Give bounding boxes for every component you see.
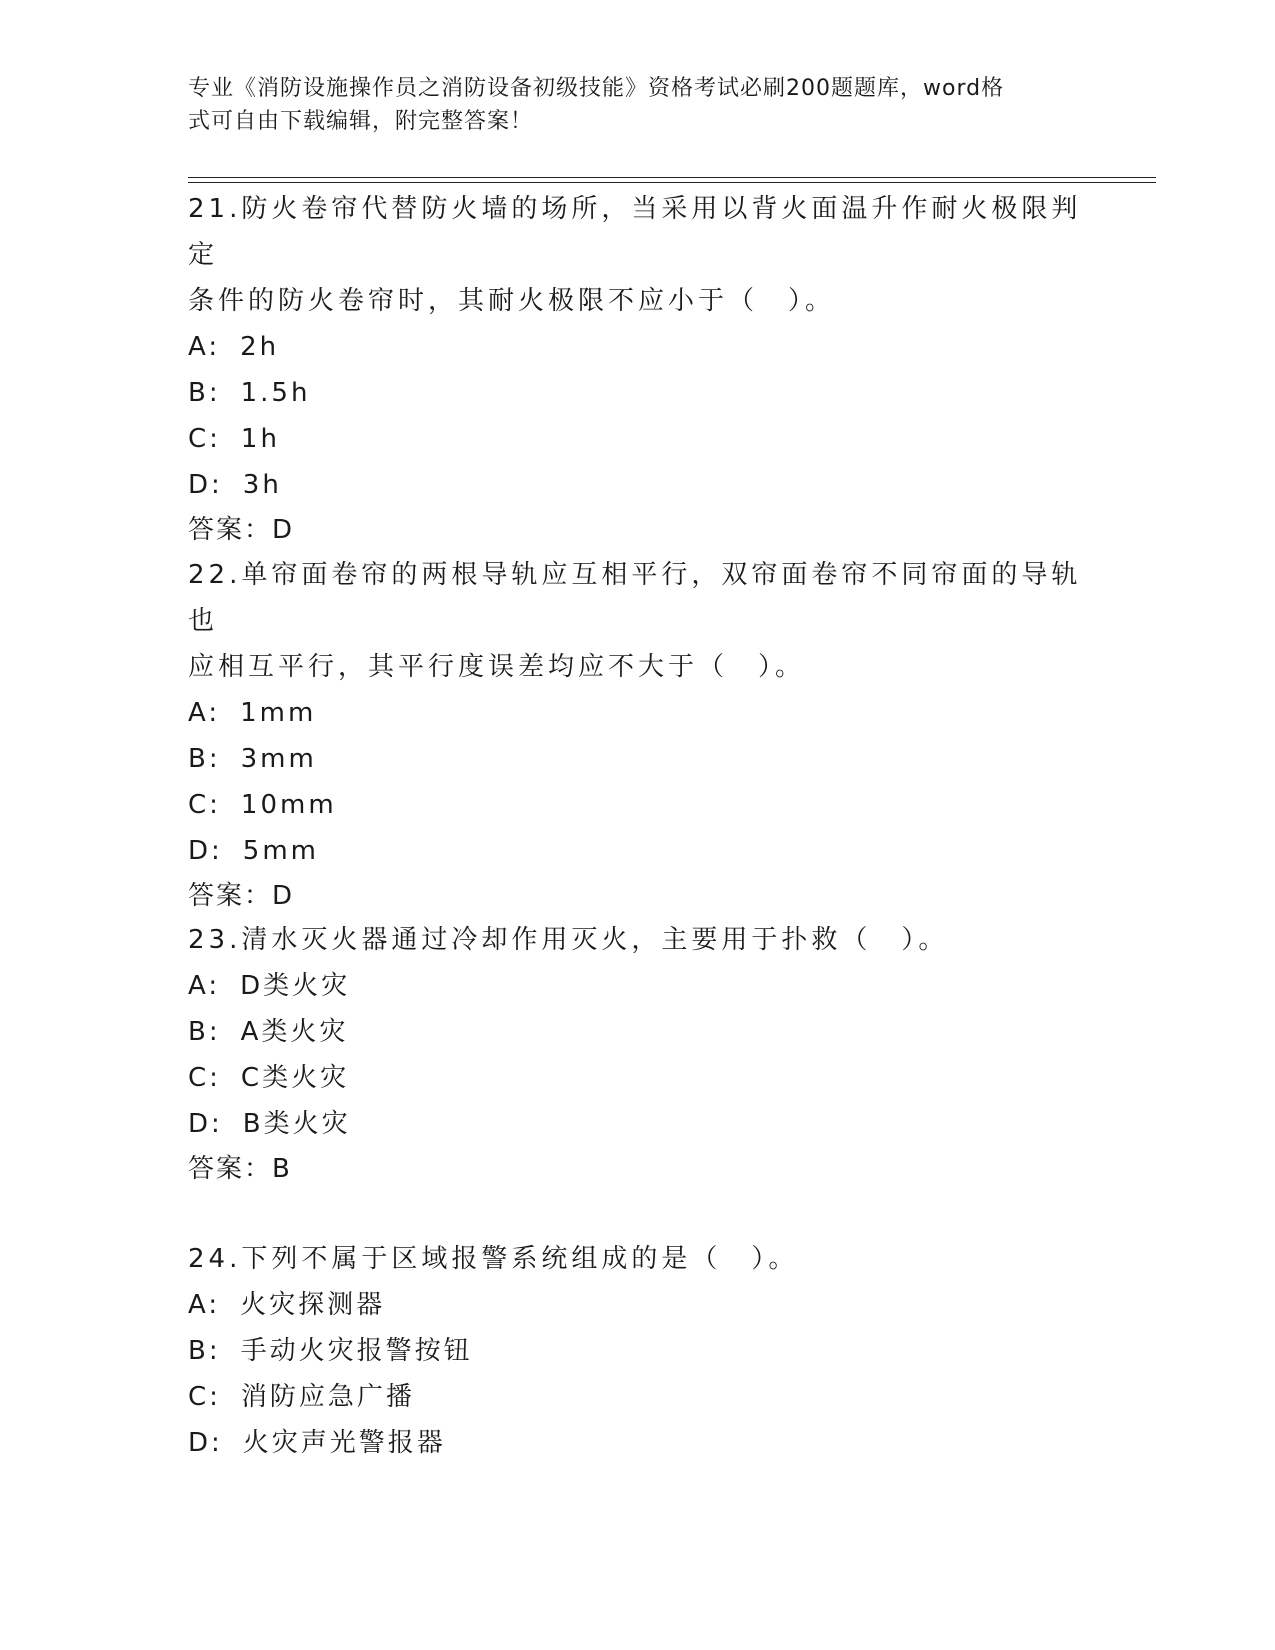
answer-label: 答案： [188, 515, 273, 545]
option-label: B: [188, 1336, 221, 1366]
question-stem: 防火卷帘代替防火墙的场所，当采用以背火面温升作耐火极限判定 [188, 194, 1082, 270]
option-label: B: [188, 1017, 221, 1047]
option-text: A类火灾 [240, 1017, 349, 1047]
option-label: A: [188, 1290, 221, 1320]
answer-line [188, 874, 1088, 918]
answer-value: D [272, 515, 295, 545]
option-label: D: [188, 470, 223, 500]
option-b [188, 370, 1088, 416]
option-c [188, 416, 1088, 462]
option-a [188, 963, 1088, 1009]
question-text-line: 条件的防火卷帘时，其耐火极限不应小于（ ）。 [188, 286, 836, 316]
option-text: 10mm [240, 790, 337, 820]
question-stem: 下列不属于区域报警系统组成的是（ ）。 [241, 1244, 799, 1274]
option-a [188, 324, 1088, 370]
document-header [188, 72, 1078, 138]
option-a [188, 690, 1088, 736]
header-line-1: 专业《消防设施操作员之消防设备初级技能》资格考试必刷200题题库，word格 [188, 76, 1005, 101]
question-stem: 清水灭火器通过冷却作用灭火，主要用于扑救（ ）。 [241, 925, 949, 955]
answer-label: 答案： [188, 1154, 273, 1184]
question-number: 24. [188, 1244, 242, 1274]
question-24 [188, 1236, 1088, 1466]
option-text: 手动火灾报警按钮 [240, 1336, 473, 1366]
option-label: A: [188, 698, 221, 728]
question-stem: 单帘面卷帘的两根导轨应互相平行，双帘面卷帘不同帘面的导轨也 [188, 560, 1082, 636]
option-label: C: [188, 790, 221, 820]
option-text: 5mm [242, 836, 319, 866]
option-text: 3h [242, 470, 282, 500]
option-b [188, 1009, 1088, 1055]
option-text: B类火灾 [242, 1109, 351, 1139]
question-text-line: 应相互平行，其平行度误差均应不大于（ ）。 [188, 652, 806, 682]
option-label: C: [188, 1063, 221, 1093]
option-d [188, 1420, 1088, 1466]
option-d [188, 828, 1088, 874]
option-text: 火灾声光警报器 [242, 1428, 446, 1458]
question-22 [188, 552, 1088, 918]
option-text: 火灾探测器 [240, 1290, 386, 1320]
question-text-line [188, 552, 1088, 644]
option-a [188, 1282, 1088, 1328]
option-c [188, 1374, 1088, 1420]
option-label: B: [188, 378, 221, 408]
option-d [188, 1101, 1088, 1147]
question-number: 21. [188, 194, 242, 224]
option-c [188, 782, 1088, 828]
option-text: D类火灾 [240, 971, 351, 1001]
question-number: 23. [188, 925, 242, 955]
option-d [188, 462, 1088, 508]
option-text: 2h [240, 332, 280, 362]
option-text: 3mm [240, 744, 317, 774]
option-label: D: [188, 1109, 223, 1139]
option-label: D: [188, 1428, 223, 1458]
option-text: 1.5h [240, 378, 311, 408]
option-label: B: [188, 744, 221, 774]
header-line-2: 式可自由下载编辑，附完整答案！ [188, 109, 534, 134]
answer-label: 答案： [188, 881, 273, 911]
question-text-line [188, 186, 1088, 278]
option-c [188, 1055, 1088, 1101]
answer-line [188, 1147, 1088, 1191]
answer-value: D [272, 881, 295, 911]
option-b [188, 736, 1088, 782]
answer-line [188, 508, 1088, 552]
question-number: 22. [188, 560, 242, 590]
option-label: A: [188, 332, 221, 362]
answer-value: B [272, 1154, 292, 1184]
option-text: C类火灾 [240, 1063, 350, 1093]
option-b [188, 1328, 1088, 1374]
option-text: 1mm [240, 698, 317, 728]
option-label: A: [188, 971, 221, 1001]
header-divider-bottom [188, 182, 1156, 183]
option-label: D: [188, 836, 223, 866]
option-label: C: [188, 424, 221, 454]
option-text: 1h [240, 424, 280, 454]
question-21 [188, 186, 1088, 552]
question-23 [188, 917, 1088, 1191]
option-text: 消防应急广播 [240, 1382, 415, 1412]
question-text-line [188, 1236, 1088, 1282]
option-label: C: [188, 1382, 221, 1412]
header-divider-top [188, 177, 1156, 178]
question-text-line [188, 917, 1088, 963]
